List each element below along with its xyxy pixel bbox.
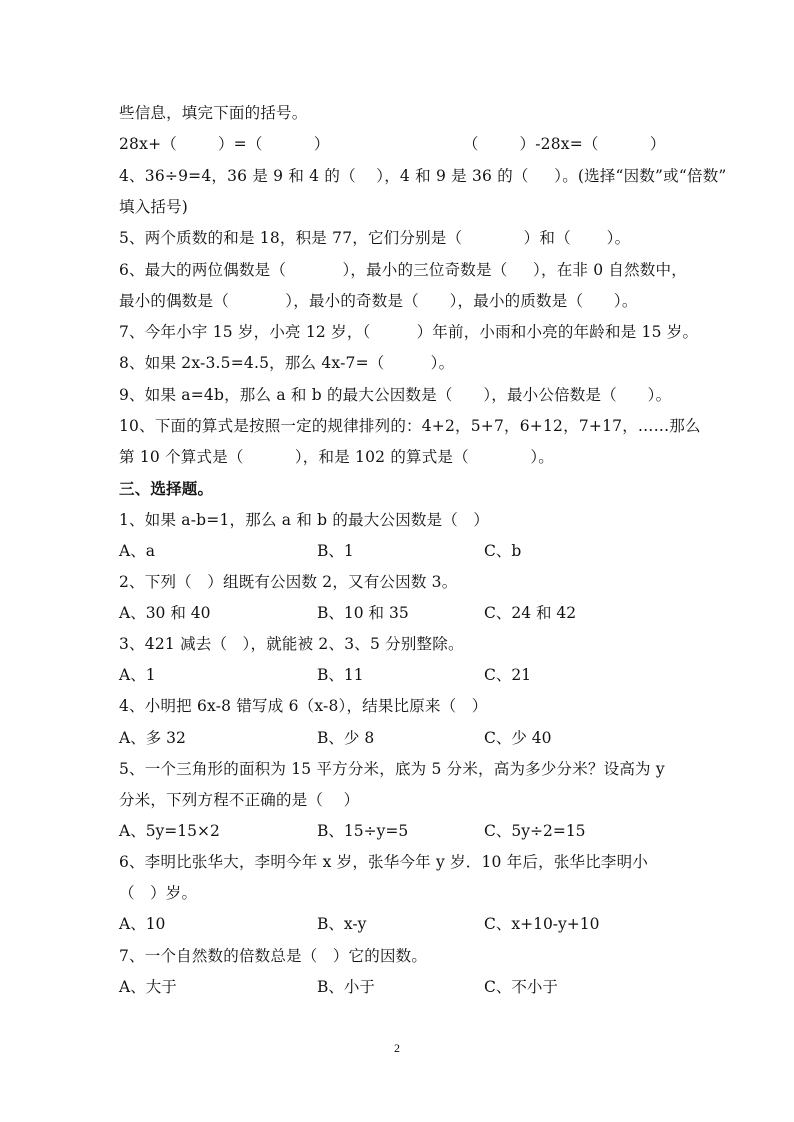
question-text-continued: 分米，下列方程不正确的是（ ） xyxy=(119,791,360,809)
text-line: 28x+（ ）=（ ） （ ）-28x=（ ） xyxy=(119,135,666,153)
option-a: A、a xyxy=(119,542,155,560)
question-text: 5、一个三角形的面积为 15 平方分米，底为 5 分米，高为多少分米？设高为 y xyxy=(119,760,665,778)
option-a: A、30 和 40 xyxy=(119,604,211,622)
question-text: 2、下列（ ）组既有公因数 2，又有公因数 3。 xyxy=(119,573,458,591)
option-c: C、5y÷2=15 xyxy=(484,822,586,840)
text-line: 第 10 个算式是（ ），和是 102 的算式是（ ）。 xyxy=(119,448,555,466)
text-line: 些信息，填完下面的括号。 xyxy=(119,104,308,122)
option-b: B、15÷y=5 xyxy=(317,822,409,840)
option-c: C、21 xyxy=(484,666,532,684)
option-c: C、x+10-y+10 xyxy=(484,915,600,933)
page-number: 2 xyxy=(394,1041,400,1055)
text-line: 8、如果 2x-3.5=4.5，那么 4x-7=（ ）。 xyxy=(119,354,455,372)
question-text: 1、如果 a-b=1，那么 a 和 b 的最大公因数是（ ） xyxy=(119,511,490,529)
option-b: B、小于 xyxy=(317,978,375,996)
text-line: 10、下面的算式是按照一定的规律排列的：4+2，5+7，6+12，7+17，……那么 xyxy=(119,417,701,435)
question-text: 4、小明把 6x-8 错写成 6（x-8），结果比原来（ ） xyxy=(119,697,488,715)
text-line: 填入括号) xyxy=(119,198,189,216)
text-line: 6、最大的两位偶数是（ ），最小的三位奇数是（ ），在非 0 自然数中， xyxy=(119,261,687,279)
option-c: C、b xyxy=(484,542,522,560)
option-a: A、多 32 xyxy=(119,729,186,747)
text-line: 9、如果 a=4b，那么 a 和 b 的最大公因数是（ ），最小公倍数是（ ）。 xyxy=(119,386,672,404)
option-b: B、x-y xyxy=(317,915,367,933)
option-c: C、24 和 42 xyxy=(484,604,577,622)
option-a: A、大于 xyxy=(119,978,177,996)
option-c: C、少 40 xyxy=(484,729,552,747)
question-text: 6、李明比张华大，李明今年 x 岁，张华今年 y 岁．10 年后，张华比李明小 xyxy=(119,853,649,871)
option-b: B、11 xyxy=(317,666,364,684)
question-text: 7、一个自然数的倍数总是（ ）它的因数。 xyxy=(119,947,428,965)
text-line: 5、两个质数的和是 18，积是 77，它们分别是（ ）和（ ）。 xyxy=(119,229,631,247)
question-text: 3、421 减去（ ），就能被 2、3、5 分别整除。 xyxy=(119,635,464,653)
option-b: B、10 和 35 xyxy=(317,604,409,622)
option-a: A、1 xyxy=(119,666,156,684)
text-line: 最小的偶数是（ ），最小的奇数是（ ），最小的质数是（ ）。 xyxy=(119,292,638,310)
question-text-continued: （ ）岁。 xyxy=(119,884,198,902)
text-line: 4、36÷9=4，36 是 9 和 4 的（ ），4 和 9 是 36 的（ ）。(选择“因数”或“倍数” xyxy=(119,167,727,185)
option-b: B、少 8 xyxy=(317,729,375,747)
text-line: 7、今年小宇 15 岁，小亮 12 岁，（ ）年前，小雨和小亮的年龄和是 15 岁。 xyxy=(119,323,699,341)
option-a: A、10 xyxy=(119,915,166,933)
option-b: B、1 xyxy=(317,542,354,560)
option-a: A、5y=15×2 xyxy=(119,822,220,840)
option-c: C、不小于 xyxy=(484,978,558,996)
section-title: 三、选择题。 xyxy=(119,479,214,498)
